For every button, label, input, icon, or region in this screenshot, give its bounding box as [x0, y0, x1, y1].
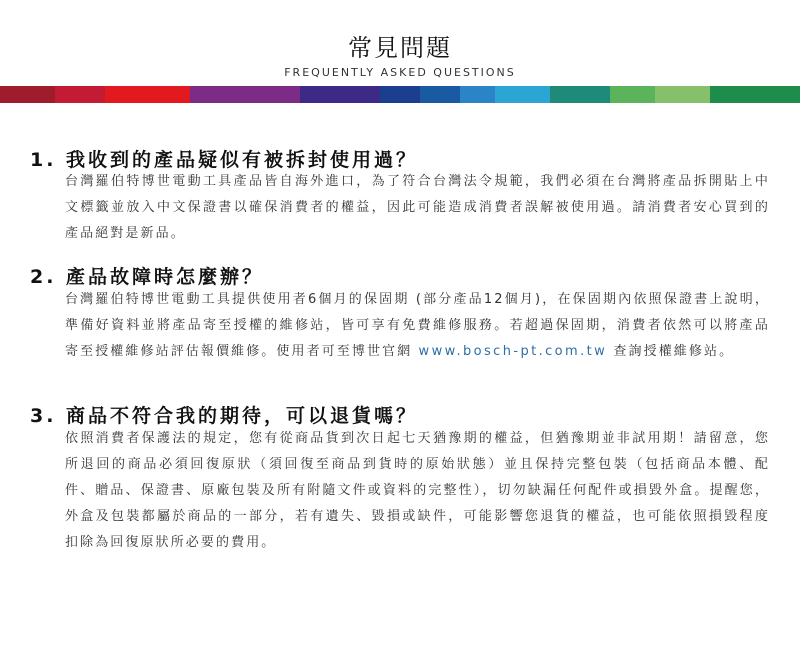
stripe-segment	[380, 86, 420, 103]
stripe-segment	[300, 86, 380, 103]
page-title: 常見問題	[348, 34, 452, 62]
stripe-segment	[105, 86, 190, 103]
faq-answer-1: 台灣羅伯特博世電動工具產品皆自海外進口，為了符合台灣法令規範，我們必須在台灣將產品拆開貼上中文標籤並放入中文保證書以確保消費者的權益，因此可能造成消費者誤解被使用過。請消費者安心買到的產品絕對是新品。	[65, 174, 770, 241]
stripe-segment	[0, 86, 55, 103]
faq-question-3: 3. 商品不符合我的期待，可以退貨嗎？	[30, 405, 419, 427]
stripe-segment	[55, 86, 105, 103]
stripe-segment	[495, 86, 550, 103]
bosch-website-link[interactable]: www.bosch-pt.com.tw	[418, 344, 608, 359]
stripe-segment	[460, 86, 495, 103]
faq-answer-2	[65, 287, 770, 365]
faq-answer-2-text-end: 查詢授權維修站。	[607, 344, 735, 359]
faq-question-2: 2. 產品故障時怎麼辦？	[30, 266, 265, 288]
faq-question-1: 1. 我收到的產品疑似有被拆封使用過？	[30, 149, 419, 171]
color-stripe-banner	[0, 86, 800, 103]
stripe-segment	[610, 86, 655, 103]
faq-answer-2-text: 台灣羅伯特博世電動工具提供使用者6個月的保固期 (部分產品12個月)，在保固期內依照保證書上說明，準備好資料並將產品寄至授權的維修站，皆可享有免費維修服務。若超過保固期，消費者依然可以將產品寄至授權維修站評估報價維修。使用者可至博世官網	[65, 292, 770, 359]
stripe-segment	[710, 86, 800, 103]
stripe-segment	[550, 86, 610, 103]
stripe-segment	[190, 86, 300, 103]
stripe-segment	[655, 86, 710, 103]
page-subtitle: FREQUENTLY ASKED QUESTIONS	[284, 66, 516, 79]
faq-answer-3: 依照消費者保護法的規定，您有從商品貨到次日起七天猶豫期的權益，但猶豫期並非試用期！請留意，您所退回的商品必須回復原狀（須回復至商品到貨時的原始狀態）並且保持完整包裝（包括商品本體、配件、贈品、保證書、原廠包裝及所有附隨文件或資料的完整性），切勿缺漏任何配件或損毀外盒。提醒您，外盒及包裝都屬於商品的一部分，若有遺失、毀損或缺件，可能影響您退貨的權益，也可能依照損毀程度扣除為回復原狀所必要的費用。	[65, 431, 770, 550]
stripe-segment	[420, 86, 460, 103]
